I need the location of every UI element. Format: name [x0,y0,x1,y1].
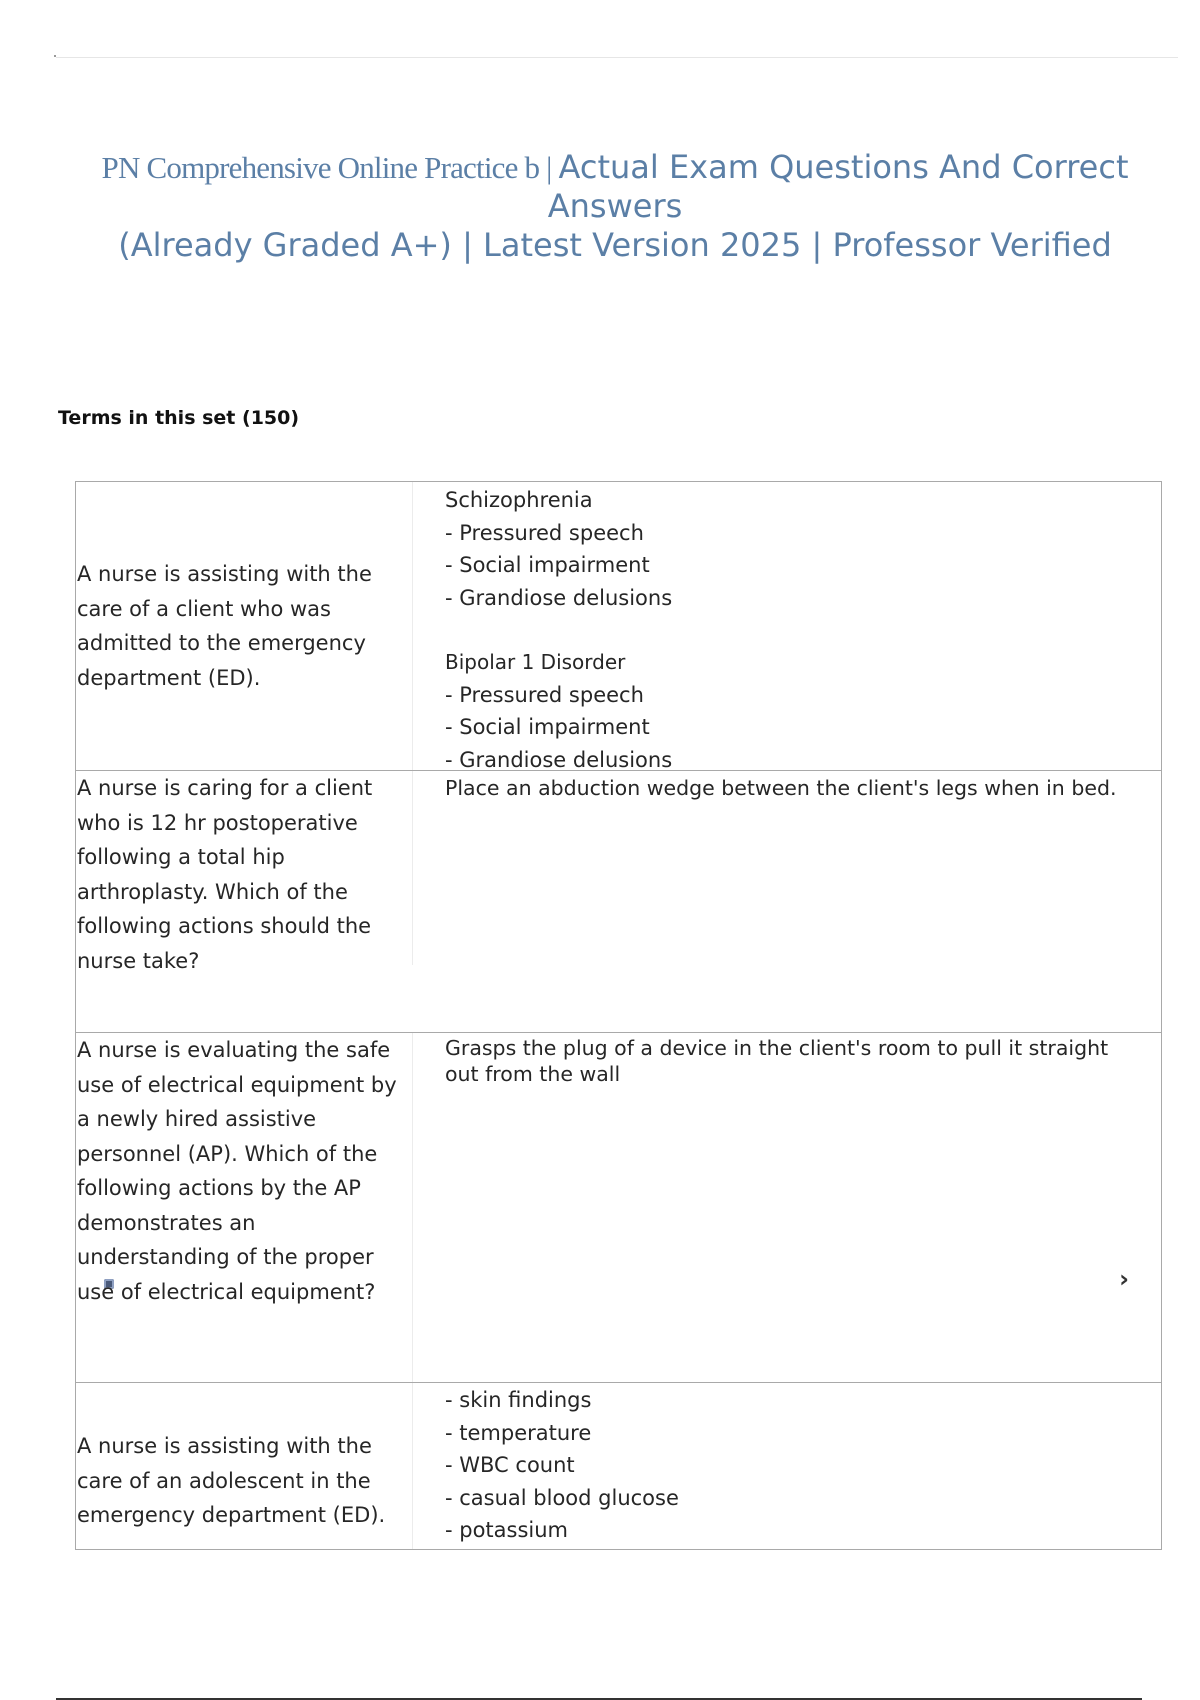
definition-text: Place an abduction wedge between the client's legs when in bed. [445,776,1117,800]
term-row-1 [76,482,1161,771]
definition-item: - Grandiose delusions [445,747,673,772]
definition-cell [413,482,1161,770]
definition-item: - temperature [445,1420,592,1445]
definition-cell [413,1383,1161,1549]
title-part-1: PN Comprehensive Online Practice b | [101,150,559,185]
definition-item: - Pressured speech [445,682,644,707]
term-cell [76,482,413,770]
term-row-3 [76,1033,1161,1383]
definition-item: - casual blood glucose [445,1485,679,1510]
term-text: A nurse is caring for a client who is 12 hr postoperative following a total hip arthroplasty. Which of the following actions should the nurse take? [77,776,373,973]
set-heading: Terms in this set (150) [58,407,300,429]
definition-heading: Schizophrenia [445,488,593,512]
chevron-right-icon[interactable]: › [1119,1265,1129,1293]
term-row-4 [76,1383,1161,1550]
header-divider [56,57,1178,58]
definition-text: Grasps the plug of a device in the client's room to pull it straight out from the wall [445,1036,1109,1086]
term-cell [76,771,413,973]
term-cell [76,1033,413,1382]
definition-cell [413,771,1161,1032]
term-text: A nurse is assisting with the care of a client who was admitted to the emergency department (ED). [77,562,372,690]
definition-heading: Bipolar 1 Disorder [445,650,626,674]
definition-item: - potassium [445,1518,569,1542]
definition-cell [413,1033,1161,1382]
term-text: A nurse is assisting with the care of an adolescent in the emergency department (ED). [77,1434,386,1528]
document-title [40,148,1190,265]
definition-item: - skin findings [445,1388,592,1412]
terms-table [75,481,1162,1550]
title-line-2: (Already Graded A+) | Latest Version 2025 | Professor Verified [118,226,1112,264]
term-cell [76,1383,413,1549]
definition-item: - Grandiose delusions [445,585,673,610]
definition-item: - WBC count [445,1453,575,1477]
definition-item: - Social impairment [445,553,650,577]
definition-item: - Social impairment [445,715,650,739]
term-text: A nurse is evaluating the safe use of electrical equipment by a newly hired assistive personnel (AP). Which of the following actions by the AP demonstrates an understanding of the proper use of electrical equipment? [77,1038,397,1304]
definition-item: - Pressured speech [445,520,644,545]
title-part-2: Actual Exam Questions And Correct Answers [547,148,1129,225]
